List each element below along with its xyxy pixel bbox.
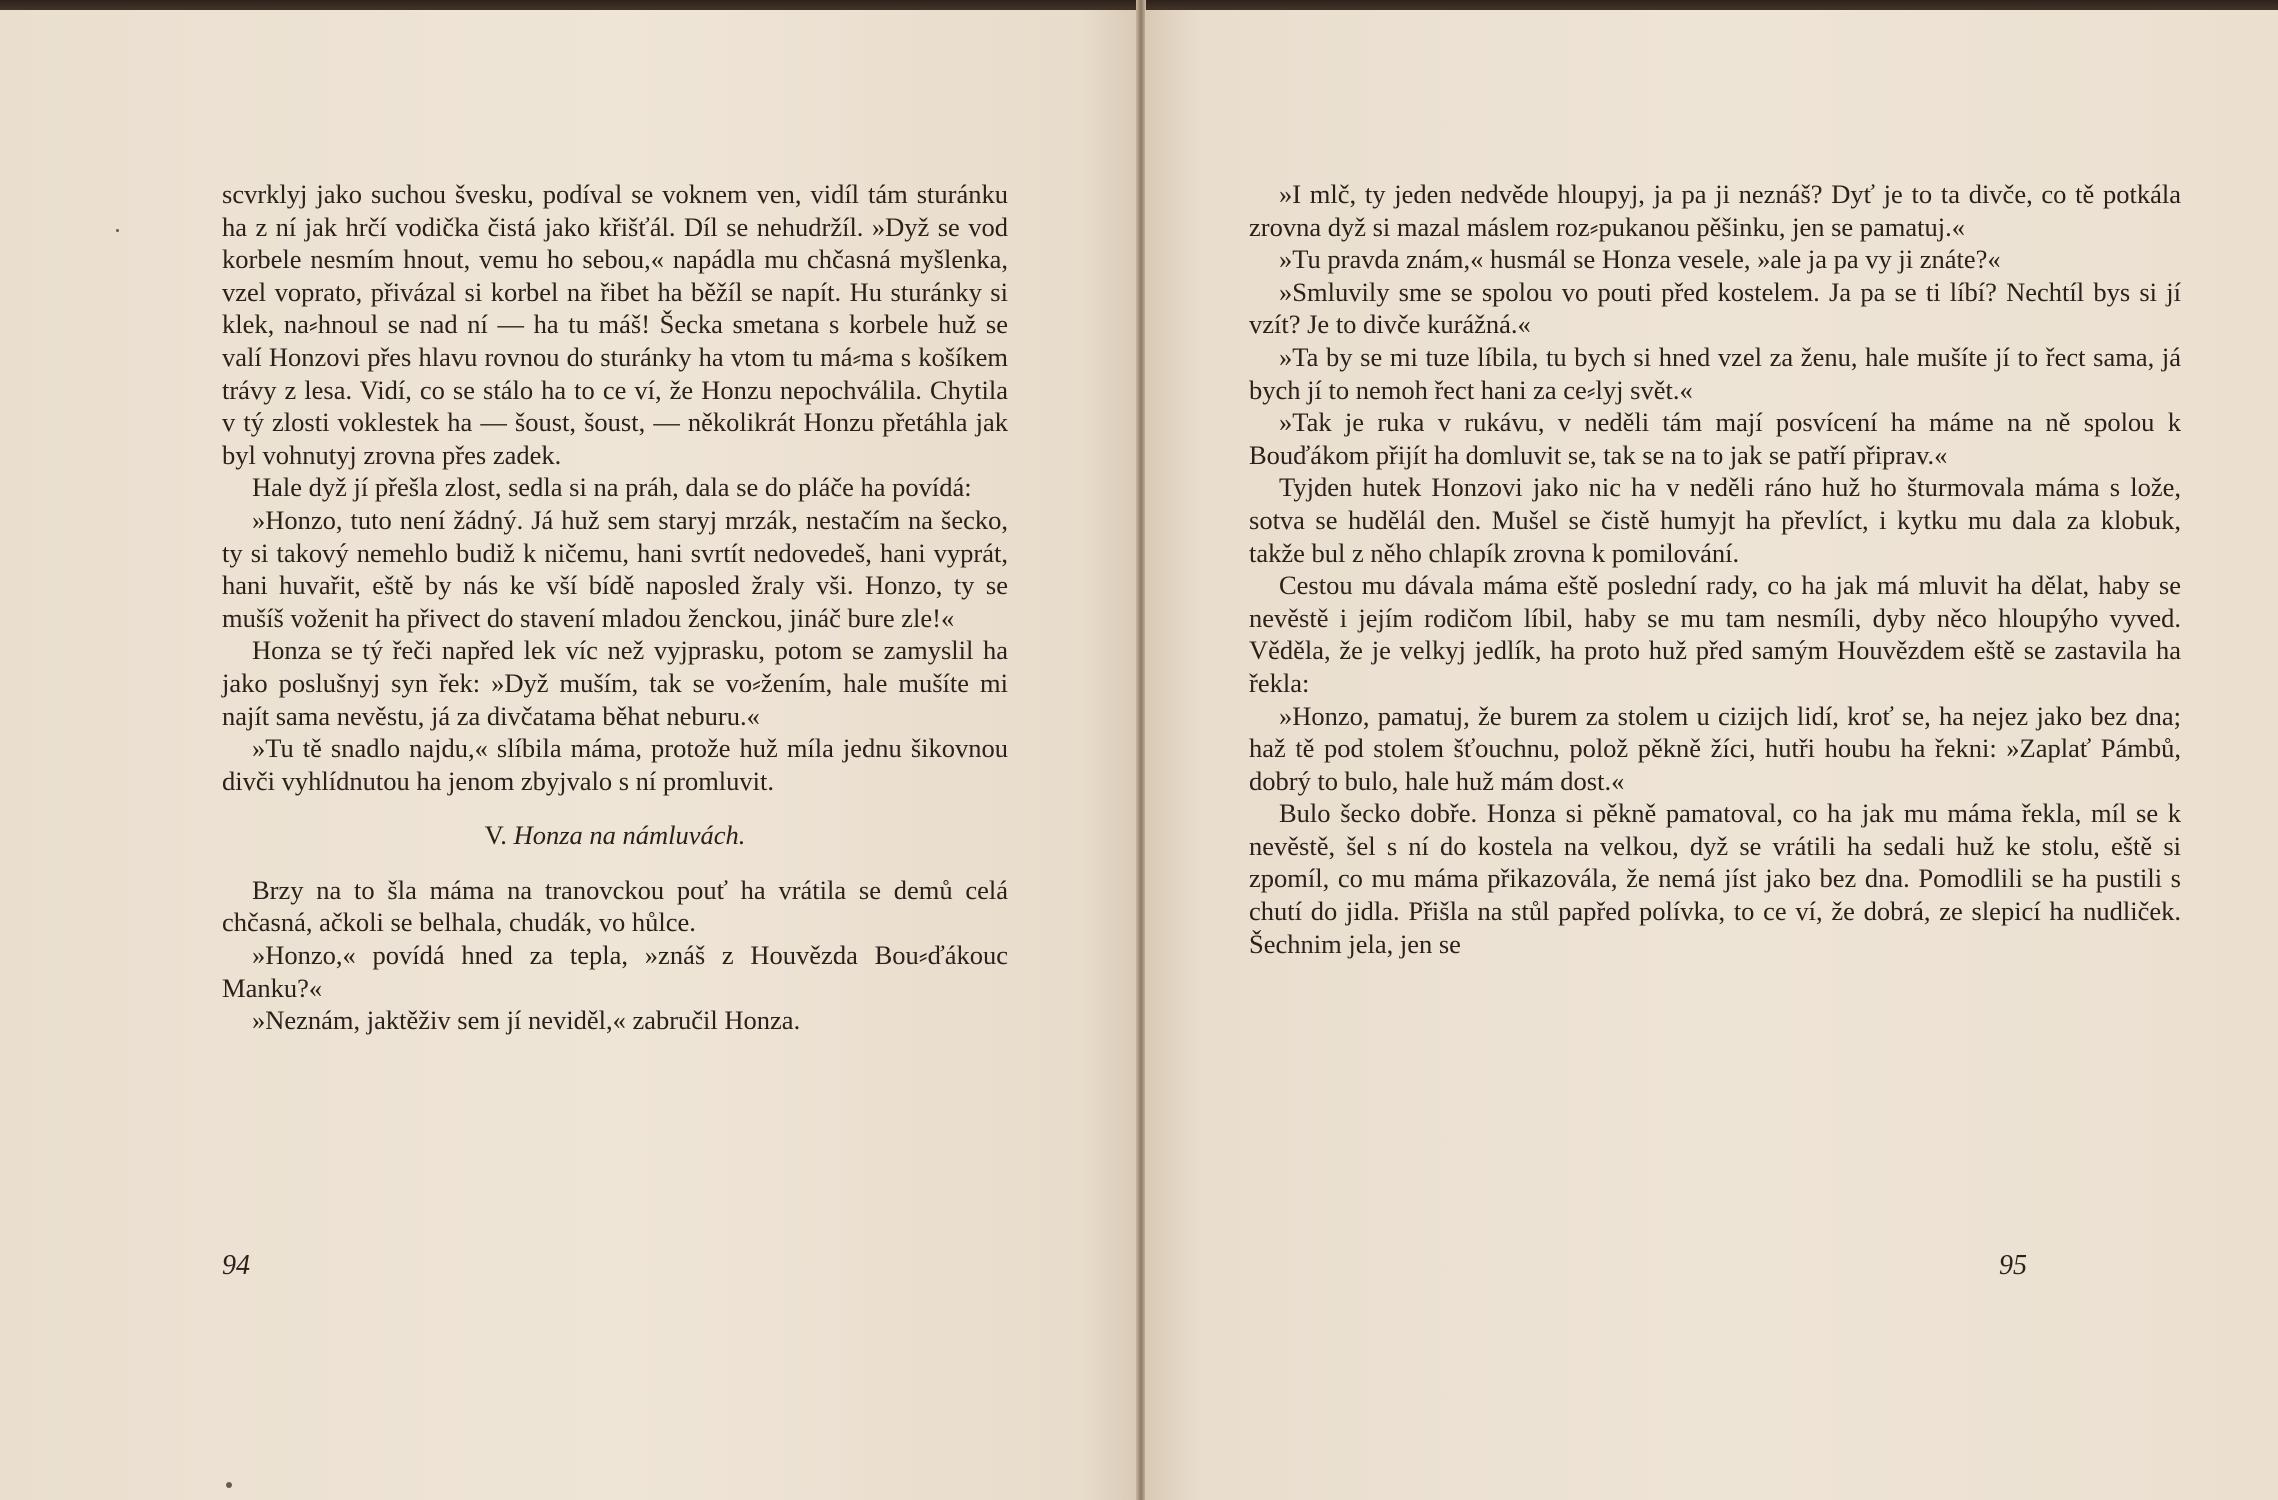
paragraph: »Tu pravda znám,« husmál se Honza vesele, »ale ja pa vy ji znáte?« [1279, 244, 2001, 275]
chapter-number: V. [484, 820, 507, 851]
paragraph: »Smluvily sme se spolou vo pouti před kostelem. Ja pa se ti líbí? Nechtíl bys si jí vzít? Je to divče kurážná.« [1249, 276, 2181, 340]
paragraph: »Honzo,« povídá hned za tepla, »znáš z Houvězda Bou⸗ďákouc Manku?« [222, 940, 1008, 1003]
paragraph: Bulo šecko dobře. Honza si pěkně pamatoval, co ha jak mu máma řekla, míl se k nevěstě, šel s ní do kostela na velkou, dyž se vrátili ha sedali huž ke stolu, eště si zpomíl, co mu máma přikazovála, že nemá jíst jako bez dna. Pomodlili se ha pustili s chutí do jidla. Přišla na stůl papřed polívka, to ce ví, že dobrá, ze slepicí ha nudliček. Šechnim jela, jen se [1249, 798, 2181, 959]
paragraph: »Tu tě snadlo najdu,« slíbila máma, protože huž míla jednu šikovnou divči vyhlídnutou ha jenom zbyjvalo s ní promluvit. [222, 733, 1008, 796]
paper-speck [226, 1482, 232, 1488]
chapter-title: Honza na námluvách. [513, 820, 746, 851]
paragraph: Hale dyž jí přešla zlost, sedla si na práh, dala se do pláče ha povídá: [252, 472, 972, 503]
right-page-text [1249, 178, 2181, 960]
paragraph: Tyjden hutek Honzovi jako nic ha v neděli ráno huž ho šturmovala máma s lože, sotva se hudělál den. Mušel se čistě humyjt ha převlíct, i kytku mu dala za klobuk, takže bul z něho chlapík zrovna k pomilování. [1249, 472, 2181, 568]
paragraph: »Tak je ruka v rukávu, v neděli tám mají posvícení ha máme na ně spolou k Bouďákom přijít ha domluvit se, tak se na to jak se patří připrav.« [1249, 407, 2181, 470]
paragraph: Brzy na to šla máma na tranovckou pouť ha vrátila se demů celá chčasná, ačkoli se belhala, chudák, vo hůlce. [222, 874, 1008, 938]
right-page [1145, 10, 2278, 1500]
paper-speck [116, 229, 119, 232]
page-number: 94 [222, 1250, 250, 1281]
paragraph: »I mlč, ty jeden nedvěde hloupyj, ja pa ji neznáš? Dyť je to ta divče, co tě potkála zrovna dyž si mazal máslem roz⸗pukanou pěšinku, jen se pamatuj.« [1249, 179, 2181, 242]
paragraph: »Honzo, tuto není žádný. Já huž sem staryj mrzák, nestačím na šecko, ty si takový nemehlo budiž k ničemu, hani svrtít nedovedeš, hani vyprát, hani huvařit, eště by nás ke vší bídě naposled žraly vši. Honzo, ty se mušíš voženit ha přivect do stavení mladou ženckou, jináč bure zle!« [222, 504, 1008, 633]
paragraph: Cestou mu dávala máma eště poslední rady, co ha jak má mluvit ha dělat, haby se nevěstě i jejím rodičom líbil, haby se mu tam nesmíli, dyby něco hloupýho vyved. Věděla, že je velkyj jedlík, ha proto huž před samým Houvězdem eště se zastavila ha řekla: [1249, 570, 2181, 698]
paragraph: scvrklyj jako suchou švesku, podíval se voknem ven, vidíl tám sturánku ha z ní jak hrčí vodička čistá jako křišťál. Díl se nehudržíl. »Dyž se vod korbele nesmím hnout, vemu ho sebou,« napádla mu chčasná myšlenka, vzel voprato, přivázal si korbel na řibet ha běžíl se napít. Hu sturánky si klek, na⸗hnoul se nad ní — ha tu máš! Šecka smetana s korbele huž se valí Honzovi přes hlavu rovnou do sturánky ha vtom tu má⸗ma s košíkem trávy z lesa. Vidí, co se stálo ha to ce ví, že Honzu nepochválila. Chytila v tý zlosti voklestek ha — šoust, šoust, — několikrát Honzu přetáhla jak byl vohnutyj zrovna přes zadek. [222, 179, 1008, 470]
paragraph: Honza se tý řeči napřed lek víc než vyjprasku, potom se zamyslil ha jako poslušnyj syn řek: »Dyž muším, tak se vo⸗žením, hale mušíte mi najít sama nevěstu, já za divčatama běhat neburu.« [222, 635, 1008, 731]
page-number: 95 [1999, 1250, 2027, 1281]
paragraph: »Neznám, jaktěživ sem jí neviděl,« zabručil Honza. [252, 1005, 801, 1036]
paragraph: »Honzo, pamatuj, že burem za stolem u cizijch lidí, kroť se, ha nejez jako bez dna; haž tě pod stolem šťouchnu, polož pěkně žíci, hutři houbu ha řekni: »Zaplať Pámbů, dobrý to bulo, hale huž mám dost.« [1249, 700, 2181, 796]
left-page [0, 10, 1138, 1500]
chapter-heading [222, 819, 1008, 852]
left-page-text [222, 178, 1008, 1037]
paragraph: »Ta by se mi tuze líbila, tu bych si hned vzel za ženu, hale mušíte jí to řect sama, já bych jí to nemoh řect hani za ce⸗lyj svět.« [1249, 341, 2181, 405]
